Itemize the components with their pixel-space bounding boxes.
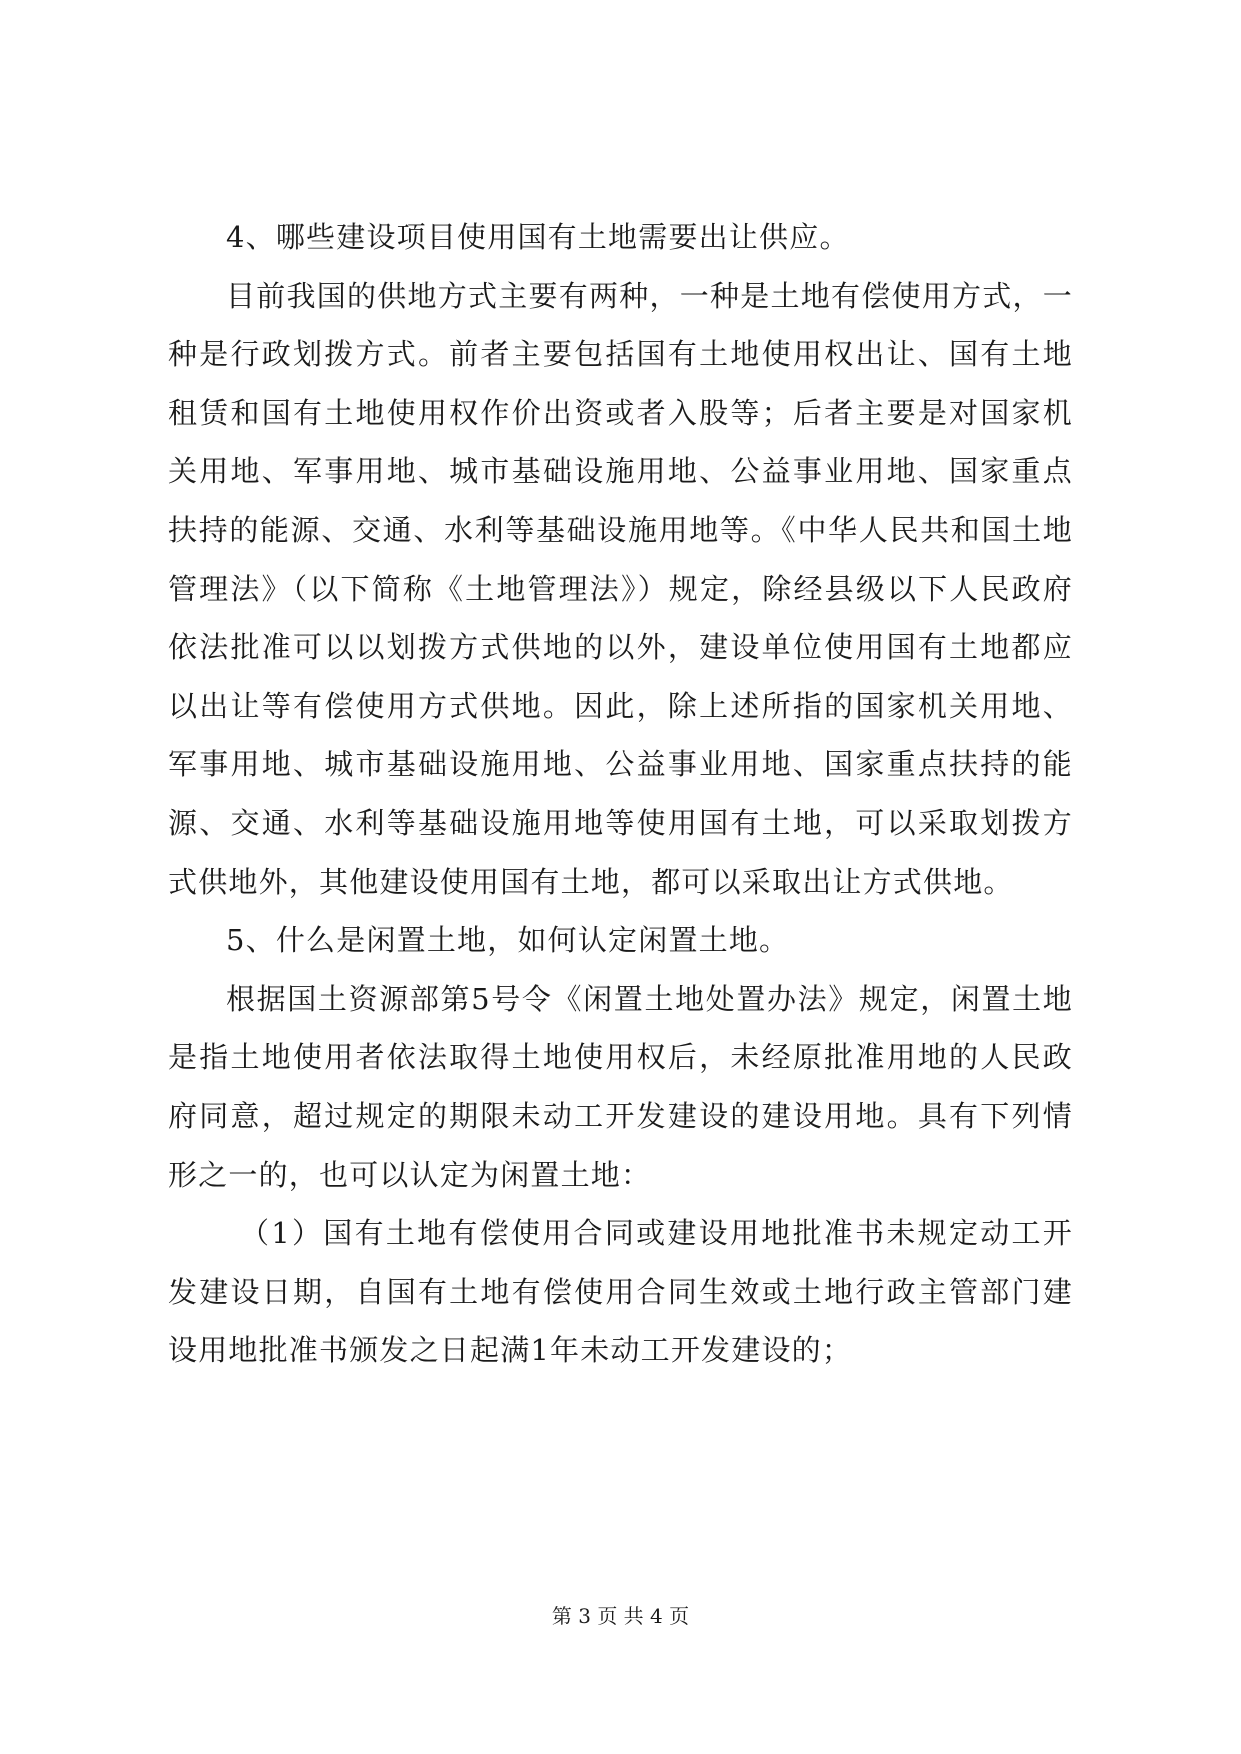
document-body	[168, 208, 1073, 1380]
paragraph-idle-land-case-1: （1）国有土地有偿使用合同或建设用地批准书未规定动工开发建设日期，自国有土地有偿使用合同生效或土地行政主管部门建设用地批准书颁发之日起满1年未动工开发建设的；	[168, 1216, 1073, 1368]
heading-question-5: 5、什么是闲置土地，如何认定闲置土地。	[226, 923, 790, 958]
paragraph-land-supply-methods: 目前我国的供地方式主要有两种，一种是土地有偿使用方式，一种是行政划拨方式。前者主要包括国有土地使用权出让、国有土地租赁和国有土地使用权作价出资或者入股等；后者主要是对国家机关用地、军事用地、城市基础设施用地、公益事业用地、国家重点扶持的能源、交通、水利等基础设施用地等。《中华人民共和国土地管理法》（以下简称《土地管理法》）规定，除经县级以下人民政府依法批准可以以划拨方式供地的以外，建设单位使用国有土地都应以出让等有偿使用方式供地。因此，除上述所指的国家机关用地、军事用地、城市基础设施用地、公益事业用地、国家重点扶持的能源、交通、水利等基础设施用地等使用国有土地，可以采取划拨方式供地外，其他建设使用国有土地，都可以采取出让方式供地。	[168, 278, 1073, 899]
heading-question-4: 4、哪些建设项目使用国有土地需要出让供应。	[226, 220, 850, 254]
page-footer: 第 3 页 共 4 页	[551, 1604, 690, 1628]
paragraph-idle-land-definition: 根据国土资源部第5号令《闲置土地处置办法》规定，闲置土地是指土地使用者依法取得土地使用权后，未经原批准用地的人民政府同意，超过规定的期限未动工开发建设的建设用地。具有下列情形之一的，也可以认定为闲置土地：	[168, 981, 1073, 1192]
